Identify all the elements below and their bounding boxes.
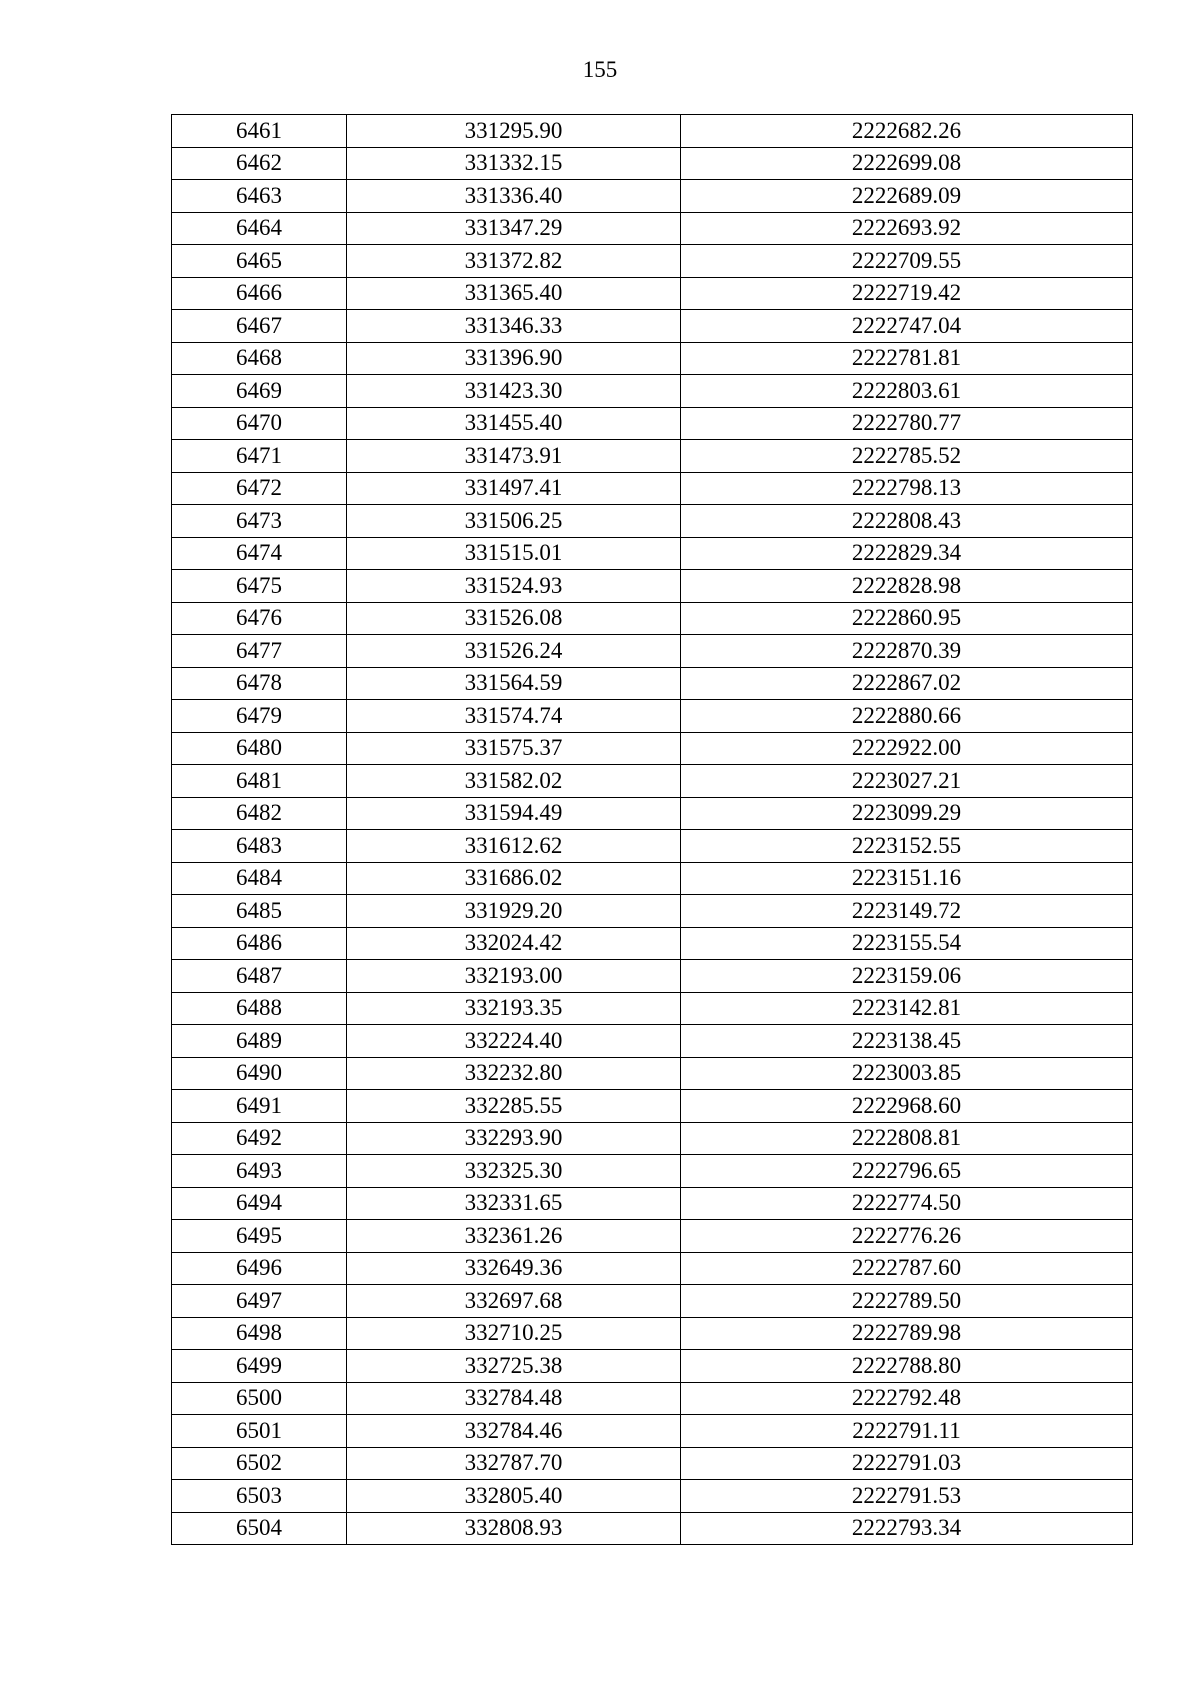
point-number-cell: 6497 — [172, 1285, 347, 1318]
x-coordinate-cell: 332808.93 — [347, 1512, 681, 1545]
table-row — [172, 440, 1133, 473]
y-coordinate-cell: 2222870.39 — [681, 635, 1133, 668]
table-row — [172, 245, 1133, 278]
x-coordinate-cell: 332325.30 — [347, 1155, 681, 1188]
table-row — [172, 700, 1133, 733]
table-row — [172, 1155, 1133, 1188]
table-row — [172, 797, 1133, 830]
page-number: 155 — [582, 57, 618, 82]
point-number-cell: 6463 — [172, 180, 347, 213]
table-row — [172, 1220, 1133, 1253]
point-number-cell: 6465 — [172, 245, 347, 278]
table-row — [172, 1090, 1133, 1123]
x-coordinate-cell: 331526.08 — [347, 602, 681, 635]
y-coordinate-cell: 2223155.54 — [681, 927, 1133, 960]
x-coordinate-cell: 332649.36 — [347, 1252, 681, 1285]
point-number-cell: 6482 — [172, 797, 347, 830]
point-number-cell: 6502 — [172, 1447, 347, 1480]
point-number-cell: 6467 — [172, 310, 347, 343]
y-coordinate-cell: 2222791.53 — [681, 1480, 1133, 1513]
coordinates-table — [171, 114, 1133, 1545]
point-number-cell: 6462 — [172, 147, 347, 180]
table-row — [172, 895, 1133, 928]
y-coordinate-cell: 2223027.21 — [681, 765, 1133, 798]
table-row — [172, 1415, 1133, 1448]
y-coordinate-cell: 2222798.13 — [681, 472, 1133, 505]
x-coordinate-cell: 332232.80 — [347, 1057, 681, 1090]
y-coordinate-cell: 2222791.11 — [681, 1415, 1133, 1448]
y-coordinate-cell: 2222860.95 — [681, 602, 1133, 635]
point-number-cell: 6469 — [172, 375, 347, 408]
y-coordinate-cell: 2222689.09 — [681, 180, 1133, 213]
y-coordinate-cell: 2222922.00 — [681, 732, 1133, 765]
y-coordinate-cell: 2222747.04 — [681, 310, 1133, 343]
table-row — [172, 1447, 1133, 1480]
y-coordinate-cell: 2222829.34 — [681, 537, 1133, 570]
table-row — [172, 1025, 1133, 1058]
table-row — [172, 375, 1133, 408]
x-coordinate-cell: 331564.59 — [347, 667, 681, 700]
x-coordinate-cell: 331473.91 — [347, 440, 681, 473]
y-coordinate-cell: 2222682.26 — [681, 115, 1133, 148]
table-row — [172, 635, 1133, 668]
point-number-cell: 6470 — [172, 407, 347, 440]
table-row — [172, 1057, 1133, 1090]
point-number-cell: 6473 — [172, 505, 347, 538]
y-coordinate-cell: 2222693.92 — [681, 212, 1133, 245]
table-row — [172, 342, 1133, 375]
y-coordinate-cell: 2222791.03 — [681, 1447, 1133, 1480]
table-row — [172, 537, 1133, 570]
point-number-cell: 6499 — [172, 1350, 347, 1383]
point-number-cell: 6498 — [172, 1317, 347, 1350]
table-row — [172, 862, 1133, 895]
x-coordinate-cell: 332787.70 — [347, 1447, 681, 1480]
point-number-cell: 6503 — [172, 1480, 347, 1513]
x-coordinate-cell: 331506.25 — [347, 505, 681, 538]
point-number-cell: 6481 — [172, 765, 347, 798]
table-row — [172, 960, 1133, 993]
y-coordinate-cell: 2222781.81 — [681, 342, 1133, 375]
x-coordinate-cell: 332224.40 — [347, 1025, 681, 1058]
x-coordinate-cell: 331515.01 — [347, 537, 681, 570]
table-row — [172, 147, 1133, 180]
x-coordinate-cell: 332193.00 — [347, 960, 681, 993]
x-coordinate-cell: 331346.33 — [347, 310, 681, 343]
table-row — [172, 1512, 1133, 1545]
table-row — [172, 115, 1133, 148]
x-coordinate-cell: 332784.48 — [347, 1382, 681, 1415]
point-number-cell: 6485 — [172, 895, 347, 928]
table-row — [172, 1350, 1133, 1383]
x-coordinate-cell: 332697.68 — [347, 1285, 681, 1318]
point-number-cell: 6466 — [172, 277, 347, 310]
point-number-cell: 6504 — [172, 1512, 347, 1545]
y-coordinate-cell: 2222709.55 — [681, 245, 1133, 278]
y-coordinate-cell: 2222789.98 — [681, 1317, 1133, 1350]
point-number-cell: 6472 — [172, 472, 347, 505]
table-row — [172, 1122, 1133, 1155]
point-number-cell: 6475 — [172, 570, 347, 603]
point-number-cell: 6484 — [172, 862, 347, 895]
y-coordinate-cell: 2223003.85 — [681, 1057, 1133, 1090]
point-number-cell: 6490 — [172, 1057, 347, 1090]
x-coordinate-cell: 331594.49 — [347, 797, 681, 830]
x-coordinate-cell: 332361.26 — [347, 1220, 681, 1253]
x-coordinate-cell: 331526.24 — [347, 635, 681, 668]
y-coordinate-cell: 2222828.98 — [681, 570, 1133, 603]
y-coordinate-cell: 2222776.26 — [681, 1220, 1133, 1253]
x-coordinate-cell: 331332.15 — [347, 147, 681, 180]
point-number-cell: 6493 — [172, 1155, 347, 1188]
y-coordinate-cell: 2222699.08 — [681, 147, 1133, 180]
y-coordinate-cell: 2222867.02 — [681, 667, 1133, 700]
table-row — [172, 1480, 1133, 1513]
table-row — [172, 732, 1133, 765]
y-coordinate-cell: 2222787.60 — [681, 1252, 1133, 1285]
table-row — [172, 212, 1133, 245]
table-row — [172, 667, 1133, 700]
y-coordinate-cell: 2222803.61 — [681, 375, 1133, 408]
x-coordinate-cell: 331295.90 — [347, 115, 681, 148]
point-number-cell: 6474 — [172, 537, 347, 570]
point-number-cell: 6476 — [172, 602, 347, 635]
point-number-cell: 6461 — [172, 115, 347, 148]
point-number-cell: 6501 — [172, 1415, 347, 1448]
point-number-cell: 6468 — [172, 342, 347, 375]
table-row — [172, 992, 1133, 1025]
table-row — [172, 310, 1133, 343]
x-coordinate-cell: 332293.90 — [347, 1122, 681, 1155]
y-coordinate-cell: 2222880.66 — [681, 700, 1133, 733]
point-number-cell: 6486 — [172, 927, 347, 960]
y-coordinate-cell: 2222792.48 — [681, 1382, 1133, 1415]
y-coordinate-cell: 2223138.45 — [681, 1025, 1133, 1058]
table-row — [172, 1382, 1133, 1415]
y-coordinate-cell: 2223099.29 — [681, 797, 1133, 830]
point-number-cell: 6471 — [172, 440, 347, 473]
table-row — [172, 570, 1133, 603]
table-row — [172, 407, 1133, 440]
y-coordinate-cell: 2223149.72 — [681, 895, 1133, 928]
point-number-cell: 6500 — [172, 1382, 347, 1415]
x-coordinate-cell: 331574.74 — [347, 700, 681, 733]
point-number-cell: 6480 — [172, 732, 347, 765]
x-coordinate-cell: 331423.30 — [347, 375, 681, 408]
x-coordinate-cell: 331612.62 — [347, 830, 681, 863]
point-number-cell: 6491 — [172, 1090, 347, 1123]
x-coordinate-cell: 331365.40 — [347, 277, 681, 310]
y-coordinate-cell: 2222719.42 — [681, 277, 1133, 310]
y-coordinate-cell: 2222793.34 — [681, 1512, 1133, 1545]
point-number-cell: 6487 — [172, 960, 347, 993]
table-row — [172, 1187, 1133, 1220]
point-number-cell: 6478 — [172, 667, 347, 700]
x-coordinate-cell: 332193.35 — [347, 992, 681, 1025]
x-coordinate-cell: 331524.93 — [347, 570, 681, 603]
point-number-cell: 6477 — [172, 635, 347, 668]
y-coordinate-cell: 2222808.81 — [681, 1122, 1133, 1155]
table-row — [172, 830, 1133, 863]
table-row — [172, 1285, 1133, 1318]
x-coordinate-cell: 332725.38 — [347, 1350, 681, 1383]
x-coordinate-cell: 332331.65 — [347, 1187, 681, 1220]
y-coordinate-cell: 2223151.16 — [681, 862, 1133, 895]
table-row — [172, 1252, 1133, 1285]
x-coordinate-cell: 331455.40 — [347, 407, 681, 440]
table-row — [172, 1317, 1133, 1350]
coordinates-table-body — [172, 115, 1133, 1545]
y-coordinate-cell: 2222780.77 — [681, 407, 1133, 440]
y-coordinate-cell: 2222774.50 — [681, 1187, 1133, 1220]
point-number-cell: 6489 — [172, 1025, 347, 1058]
x-coordinate-cell: 331575.37 — [347, 732, 681, 765]
y-coordinate-cell: 2222789.50 — [681, 1285, 1133, 1318]
y-coordinate-cell: 2223159.06 — [681, 960, 1133, 993]
point-number-cell: 6492 — [172, 1122, 347, 1155]
point-number-cell: 6496 — [172, 1252, 347, 1285]
x-coordinate-cell: 331347.29 — [347, 212, 681, 245]
point-number-cell: 6483 — [172, 830, 347, 863]
x-coordinate-cell: 332805.40 — [347, 1480, 681, 1513]
point-number-cell: 6494 — [172, 1187, 347, 1220]
table-row — [172, 927, 1133, 960]
x-coordinate-cell: 331929.20 — [347, 895, 681, 928]
x-coordinate-cell: 331372.82 — [347, 245, 681, 278]
y-coordinate-cell: 2222796.65 — [681, 1155, 1133, 1188]
point-number-cell: 6488 — [172, 992, 347, 1025]
x-coordinate-cell: 331686.02 — [347, 862, 681, 895]
y-coordinate-cell: 2222785.52 — [681, 440, 1133, 473]
x-coordinate-cell: 331582.02 — [347, 765, 681, 798]
table-row — [172, 505, 1133, 538]
point-number-cell: 6464 — [172, 212, 347, 245]
x-coordinate-cell: 331396.90 — [347, 342, 681, 375]
y-coordinate-cell: 2222808.43 — [681, 505, 1133, 538]
y-coordinate-cell: 2223152.55 — [681, 830, 1133, 863]
table-row — [172, 602, 1133, 635]
table-row — [172, 472, 1133, 505]
point-number-cell: 6495 — [172, 1220, 347, 1253]
y-coordinate-cell: 2222968.60 — [681, 1090, 1133, 1123]
y-coordinate-cell: 2222788.80 — [681, 1350, 1133, 1383]
x-coordinate-cell: 332285.55 — [347, 1090, 681, 1123]
y-coordinate-cell: 2223142.81 — [681, 992, 1133, 1025]
point-number-cell: 6479 — [172, 700, 347, 733]
table-row — [172, 277, 1133, 310]
x-coordinate-cell: 331497.41 — [347, 472, 681, 505]
table-row — [172, 180, 1133, 213]
x-coordinate-cell: 331336.40 — [347, 180, 681, 213]
x-coordinate-cell: 332710.25 — [347, 1317, 681, 1350]
x-coordinate-cell: 332784.46 — [347, 1415, 681, 1448]
x-coordinate-cell: 332024.42 — [347, 927, 681, 960]
table-row — [172, 765, 1133, 798]
